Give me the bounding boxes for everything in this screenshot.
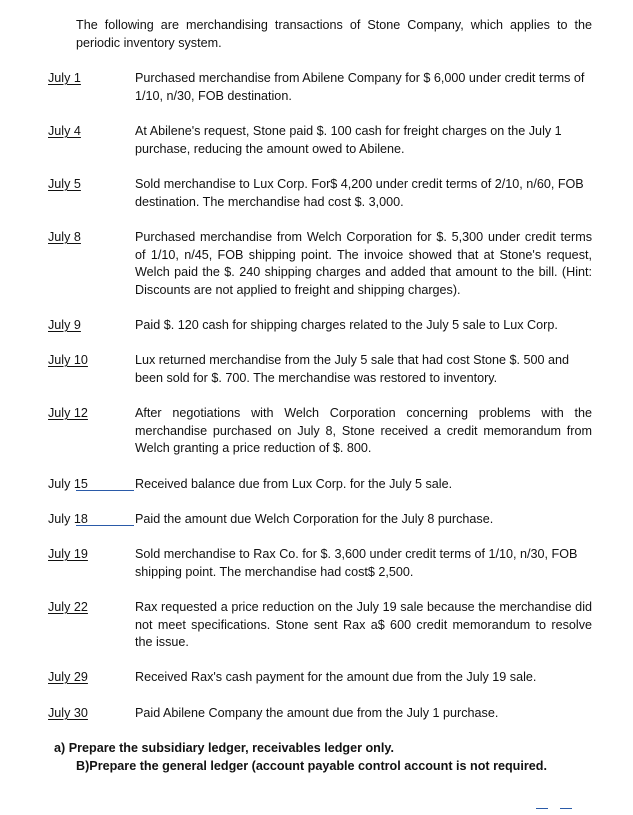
transaction-text: Received Rax's cash payment for the amount due from the July 19 sale. bbox=[135, 670, 537, 684]
transaction-text: Paid $. 120 cash for shipping charges related to the July 5 sale to Lux Corp. bbox=[135, 318, 558, 332]
intro-paragraph: The following are merchandising transactions of Stone Company, which applies to the periodic inventory system. bbox=[76, 18, 592, 50]
transaction-date: July 12 bbox=[48, 406, 88, 420]
transaction-date: July 1 bbox=[48, 71, 81, 85]
transaction-text: Received balance due from Lux Corp. for the July 5 sale. bbox=[135, 477, 453, 491]
transaction-text: Paid the amount due Welch Corporation for the July 8 purchase. bbox=[135, 512, 494, 526]
transaction-text: At Abilene's request, Stone paid $. 100 cash for freight charges on the July 1 purchase, reducing the amount owed to Abilene. bbox=[135, 124, 562, 156]
transaction-date: July 29 bbox=[48, 670, 88, 684]
transaction-text: Purchased merchandise from Welch Corporation for $. 5,300 under credit terms of 1/10, n/45, FOB shipping point. The invoice showed that at Stone's request, Welch paid the $. 240 shipping charges and added that amount to the bill. (Hint: Discounts are not applied to freight and shipping charges). bbox=[135, 230, 592, 297]
transaction-text: After negotiations with Welch Corporation concerning problems with the merchandise purchased on July 8, Stone received a credit memorandum from Welch granting a price reduction of $. 800. bbox=[135, 406, 592, 455]
transaction-date: July 30 bbox=[48, 706, 88, 720]
transaction-date: July 5 bbox=[48, 177, 81, 191]
task-b: B)Prepare the general ledger (account payable control account is not required. bbox=[76, 758, 547, 773]
transaction-text: Rax requested a price reduction on the July 19 sale because the merchandise did not meet specifications. Stone sent Rax a$ 600 credit memorandum to resolve the issue. bbox=[135, 600, 592, 649]
transaction-text: Lux returned merchandise from the July 5 sale that had cost Stone $. 500 and been sold for $. 700. The merchandise was restored to inventory. bbox=[135, 353, 570, 385]
task-a: a) Prepare the subsidiary ledger, receivables ledger only. bbox=[54, 741, 394, 755]
page-mark-right bbox=[560, 808, 572, 809]
transaction-date: July 18 bbox=[48, 512, 88, 526]
transaction-text: Sold merchandise to Rax Co. for $. 3,600 under credit terms of 1/10, n/30, FOB shipping point. The merchandise had cost$ 2,500. bbox=[135, 547, 578, 579]
transaction-date: July 19 bbox=[48, 547, 88, 561]
transaction-date: July 22 bbox=[48, 600, 88, 614]
date-underline bbox=[76, 490, 134, 491]
transaction-date: July 9 bbox=[48, 318, 81, 332]
task-list bbox=[54, 740, 547, 775]
transaction-date: July 4 bbox=[48, 124, 81, 138]
page-mark-left bbox=[536, 808, 548, 809]
transaction-text: Purchased merchandise from Abilene Company for $ 6,000 under credit terms of 1/10, n/30, FOB destination. bbox=[135, 71, 585, 103]
date-underline bbox=[76, 525, 134, 526]
transaction-text: Paid Abilene Company the amount due from the July 1 purchase. bbox=[135, 706, 499, 720]
transaction-date: July 8 bbox=[48, 230, 81, 244]
transaction-date: July 15 bbox=[48, 477, 88, 491]
transaction-date: July 10 bbox=[48, 353, 88, 367]
transaction-text: Sold merchandise to Lux Corp. For$ 4,200 under credit terms of 2/10, n/60, FOB destination. The merchandise had cost $. 3,000. bbox=[135, 177, 584, 209]
